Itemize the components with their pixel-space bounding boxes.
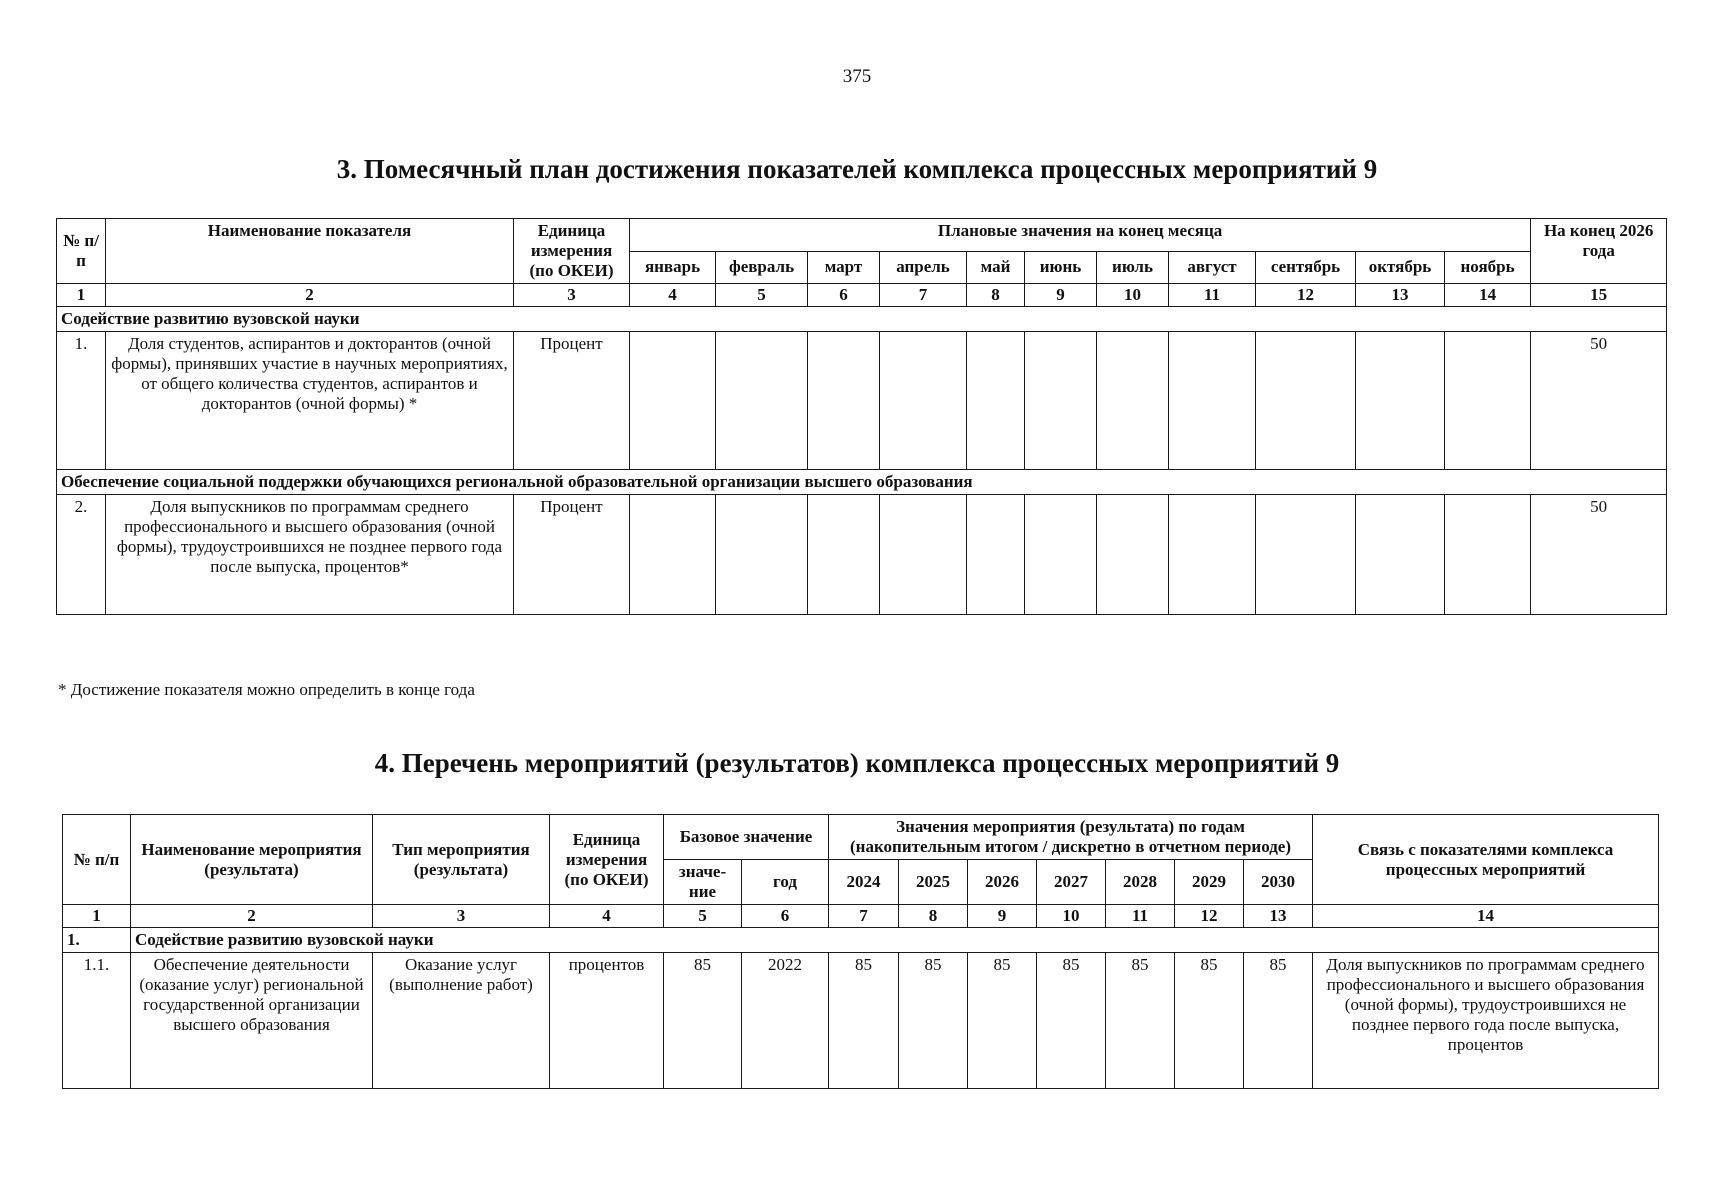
col-unit-header: Единица измерения (по ОКЕИ) — [514, 219, 630, 284]
month-header: июль — [1097, 251, 1169, 284]
planned-values-header: Плановые значения на конец месяца — [630, 219, 1531, 252]
linked-indicator: Доля выпускников по программам среднего профессионального и высшего образования (очной формы), трудоустроившихся не позднее первого года после выпуска, процентов — [1313, 953, 1659, 1089]
column-number: 2 — [131, 905, 373, 928]
end-year-value: 50 — [1531, 495, 1667, 615]
column-number: 6 — [742, 905, 829, 928]
month-cell — [716, 332, 808, 470]
month-cell — [1445, 332, 1531, 470]
year-value-cell: 85 — [1037, 953, 1106, 1089]
group-heading-row — [57, 470, 1667, 495]
group-heading: Обеспечение социальной поддержки обучающихся региональной образовательной организации высшего образования — [57, 470, 1667, 495]
group-number: 1. — [63, 928, 131, 953]
column-numbers-row — [57, 284, 1667, 307]
month-cell — [630, 332, 716, 470]
column-number: 10 — [1097, 284, 1169, 307]
month-cell — [967, 332, 1025, 470]
year-header: 2028 — [1106, 860, 1175, 905]
column-number: 1 — [63, 905, 131, 928]
month-cell — [1025, 495, 1097, 615]
unit-cell: Процент — [514, 332, 630, 470]
table-row — [63, 953, 1659, 1089]
base-year-cell: 2022 — [742, 953, 829, 1089]
col-num-header: № п/п — [57, 219, 106, 284]
column-number: 8 — [967, 284, 1025, 307]
row-number: 1.1. — [63, 953, 131, 1089]
month-header: май — [967, 251, 1025, 284]
base-value-header: Базовое значение — [664, 815, 829, 860]
group-heading: Содействие развитию вузовской науки — [57, 307, 1667, 332]
year-value-cell: 85 — [1175, 953, 1244, 1089]
month-cell — [1256, 495, 1356, 615]
col-unit-header: Единица измерения (по ОКЕИ) — [550, 815, 664, 905]
col-num-header: № п/п — [63, 815, 131, 905]
base-value-cell: 85 — [664, 953, 742, 1089]
column-number: 4 — [630, 284, 716, 307]
month-cell — [1256, 332, 1356, 470]
column-numbers-row — [63, 905, 1659, 928]
column-number: 7 — [829, 905, 899, 928]
col-link-header: Связь с показателями комплекса процессных мероприятий — [1313, 815, 1659, 905]
indicator-name: Доля выпускников по программам среднего профессионального и высшего образования (очной формы), трудоустроившихся не позднее первого года после выпуска, процентов* — [106, 495, 514, 615]
month-cell — [1169, 332, 1256, 470]
month-cell — [1169, 495, 1256, 615]
base-value-subheader: значе-ние — [664, 860, 742, 905]
column-number: 13 — [1356, 284, 1445, 307]
column-number: 14 — [1313, 905, 1659, 928]
year-header: 2026 — [968, 860, 1037, 905]
column-number: 9 — [1025, 284, 1097, 307]
column-number: 12 — [1175, 905, 1244, 928]
month-header: апрель — [880, 251, 967, 284]
month-cell — [630, 495, 716, 615]
month-header: июнь — [1025, 251, 1097, 284]
month-cell — [967, 495, 1025, 615]
column-number: 6 — [808, 284, 880, 307]
month-header: февраль — [716, 251, 808, 284]
section-3-title: 3. Помесячный план достижения показателей комплекса процессных мероприятий 9 — [336, 154, 1378, 184]
row-number: 1. — [57, 332, 106, 470]
column-number: 13 — [1244, 905, 1313, 928]
column-number: 5 — [716, 284, 808, 307]
year-header: 2027 — [1037, 860, 1106, 905]
month-cell — [1356, 495, 1445, 615]
column-number: 1 — [57, 284, 106, 307]
month-header: ноябрь — [1445, 251, 1531, 284]
table-row — [57, 332, 1667, 470]
year-header: 2025 — [899, 860, 968, 905]
column-number: 3 — [514, 284, 630, 307]
activity-type: Оказание услуг (выполнение работ) — [373, 953, 550, 1089]
year-value-cell: 85 — [899, 953, 968, 1089]
year-value-cell: 85 — [829, 953, 899, 1089]
column-number: 11 — [1169, 284, 1256, 307]
column-number: 8 — [899, 905, 968, 928]
year-header: 2024 — [829, 860, 899, 905]
column-number: 7 — [880, 284, 967, 307]
month-cell — [1097, 332, 1169, 470]
col-type-header: Тип мероприятия (результата) — [373, 815, 550, 905]
month-cell — [1097, 495, 1169, 615]
group-heading-row — [63, 928, 1659, 953]
end-year-value: 50 — [1531, 332, 1667, 470]
monthly-plan-table — [56, 218, 1667, 615]
unit-cell: процентов — [550, 953, 664, 1089]
column-number: 9 — [968, 905, 1037, 928]
year-value-cell: 85 — [1244, 953, 1313, 1089]
section-4-title: 4. Перечень мероприятий (результатов) комплекса процессных мероприятий 9 — [374, 748, 1340, 778]
footnote: * Достижение показателя можно определить в конце года — [58, 680, 475, 699]
table-row — [57, 495, 1667, 615]
col-name-header: Наименование мероприятия (результата) — [131, 815, 373, 905]
month-cell — [1025, 332, 1097, 470]
column-number: 14 — [1445, 284, 1531, 307]
page-number: 375 — [842, 66, 872, 87]
column-number: 3 — [373, 905, 550, 928]
activity-name: Обеспечение деятельности (оказание услуг) региональной государственной организации высшего образования — [131, 953, 373, 1089]
year-value-cell: 85 — [968, 953, 1037, 1089]
base-year-subheader: год — [742, 860, 829, 905]
column-number: 15 — [1531, 284, 1667, 307]
column-number: 5 — [664, 905, 742, 928]
column-number: 2 — [106, 284, 514, 307]
column-number: 12 — [1256, 284, 1356, 307]
month-cell — [716, 495, 808, 615]
group-heading: Содействие развитию вузовской науки — [131, 928, 1659, 953]
month-header: август — [1169, 251, 1256, 284]
month-header: январь — [630, 251, 716, 284]
month-cell — [880, 495, 967, 615]
column-number: 11 — [1106, 905, 1175, 928]
header-row — [63, 815, 1659, 860]
column-number: 10 — [1037, 905, 1106, 928]
indicator-name: Доля студентов, аспирантов и докторантов (очной формы), принявших участие в научных мероприятиях, от общего количества студентов, аспирантов и докторантов (очной формы) * — [106, 332, 514, 470]
col-name-header: Наименование показателя — [106, 219, 514, 284]
month-header: октябрь — [1356, 251, 1445, 284]
header-row — [57, 219, 1667, 252]
values-by-year-header: Значения мероприятия (результата) по годам (накопительным итогом / дискретно в отчетном периоде) — [829, 815, 1313, 860]
row-number: 2. — [57, 495, 106, 615]
month-cell — [808, 495, 880, 615]
year-header: 2029 — [1175, 860, 1244, 905]
group-heading-row — [57, 307, 1667, 332]
month-cell — [808, 332, 880, 470]
column-number: 4 — [550, 905, 664, 928]
month-header: сентябрь — [1256, 251, 1356, 284]
month-header: март — [808, 251, 880, 284]
month-cell — [1445, 495, 1531, 615]
activities-table — [62, 814, 1659, 1089]
month-cell — [1356, 332, 1445, 470]
year-value-cell: 85 — [1106, 953, 1175, 1089]
col-end-year-header: На конец 2026 года — [1531, 219, 1667, 284]
unit-cell: Процент — [514, 495, 630, 615]
month-cell — [880, 332, 967, 470]
year-header: 2030 — [1244, 860, 1313, 905]
